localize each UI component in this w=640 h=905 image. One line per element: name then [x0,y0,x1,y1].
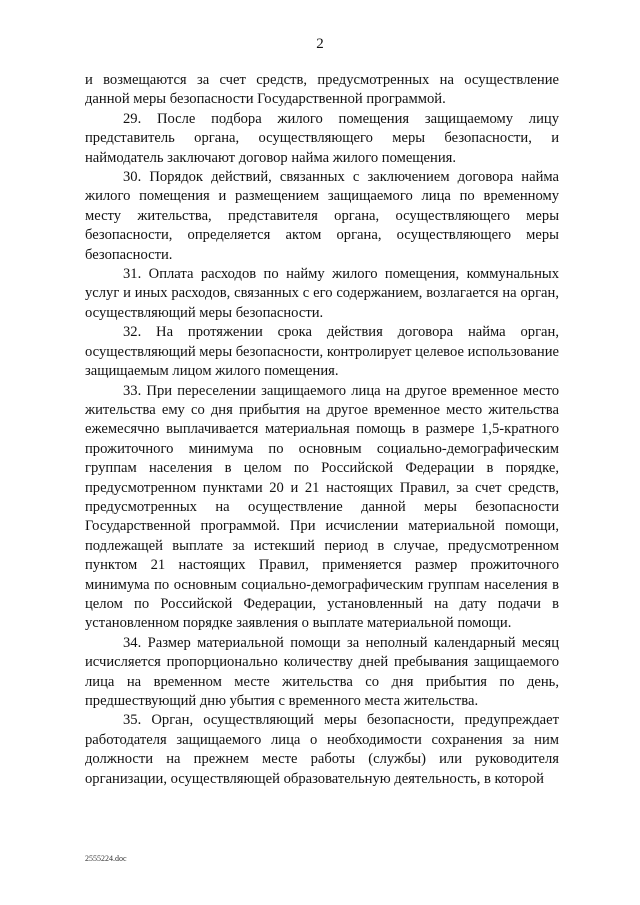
page-number: 2 [316,36,324,52]
paragraph-33: 33. При переселении защищаемого лица на другое временное место жительства ему со дня прибытия на другое временное место жительства ежемесячно выплачивается материальная помощь в размере 1,5-кратного прожиточного минимума по основным социально-демографическим группам населения в целом по Российской Федерации в порядке, предусмотренном пунктами 20 и 21 настоящих Правил, за счет средств, предусмотренных на осуществление данной меры безопасности Государственной программой. При исчислении материальной помощи, подлежащей выплате за истекший период в случае, предусмотренном пунктом 21 настоящих Правил, применяется размер прожиточного минимума по основным социально-демографическим группам населения в целом по Российской Федерации, установленный на дату подачи в установленном порядке заявления о выплате материальной помощи. [85,382,559,632]
paragraph-30: 30. Порядок действий, связанных с заключением договора найма жилого помещения и размещением защищаемого лица по временному месту жительства, представителя органа, осуществляющего меры безопасности, определяется актом органа, осуществляющего меры безопасности. [85,169,559,263]
paragraph-continuation: и возмещаются за счет средств, предусмотренных на осуществление данной меры безопасности Государственной программой. [85,72,559,108]
paragraph-32: 32. На протяжении срока действия договора найма орган, осуществляющий меры безопасности, контролирует целевое использование защищаемым лицом жилого помещения. [85,324,559,380]
paragraph-31: 31. Оплата расходов по найму жилого помещения, коммунальных услуг и иных расходов, связанных с его содержанием, возлагается на орган, осуществляющий меры безопасности. [85,266,559,321]
footer-filename: 2555224.doc [85,854,127,863]
document-body [85,71,559,789]
paragraph-34: 34. Размер материальной помощи за неполный календарный месяц исчисляется пропорционально количеству дней пребывания защищаемого лица на временном месте жительства со дня прибытия по день, предшествующий дню убытия с временного места жительства. [85,634,559,709]
paragraph-35: 35. Орган, осуществляющий меры безопасности, предупреждает работодателя защищаемого лица о необходимости сохранения за ним должности на прежнем месте работы (службы) или руководителя организации, осуществляющей образовательную деятельность, в которой [85,712,559,787]
paragraph-29: 29. После подбора жилого помещения защищаемому лицу представитель органа, осуществляющего меры безопасности, и наймодатель заключают договор найма жилого помещения. [85,110,559,166]
